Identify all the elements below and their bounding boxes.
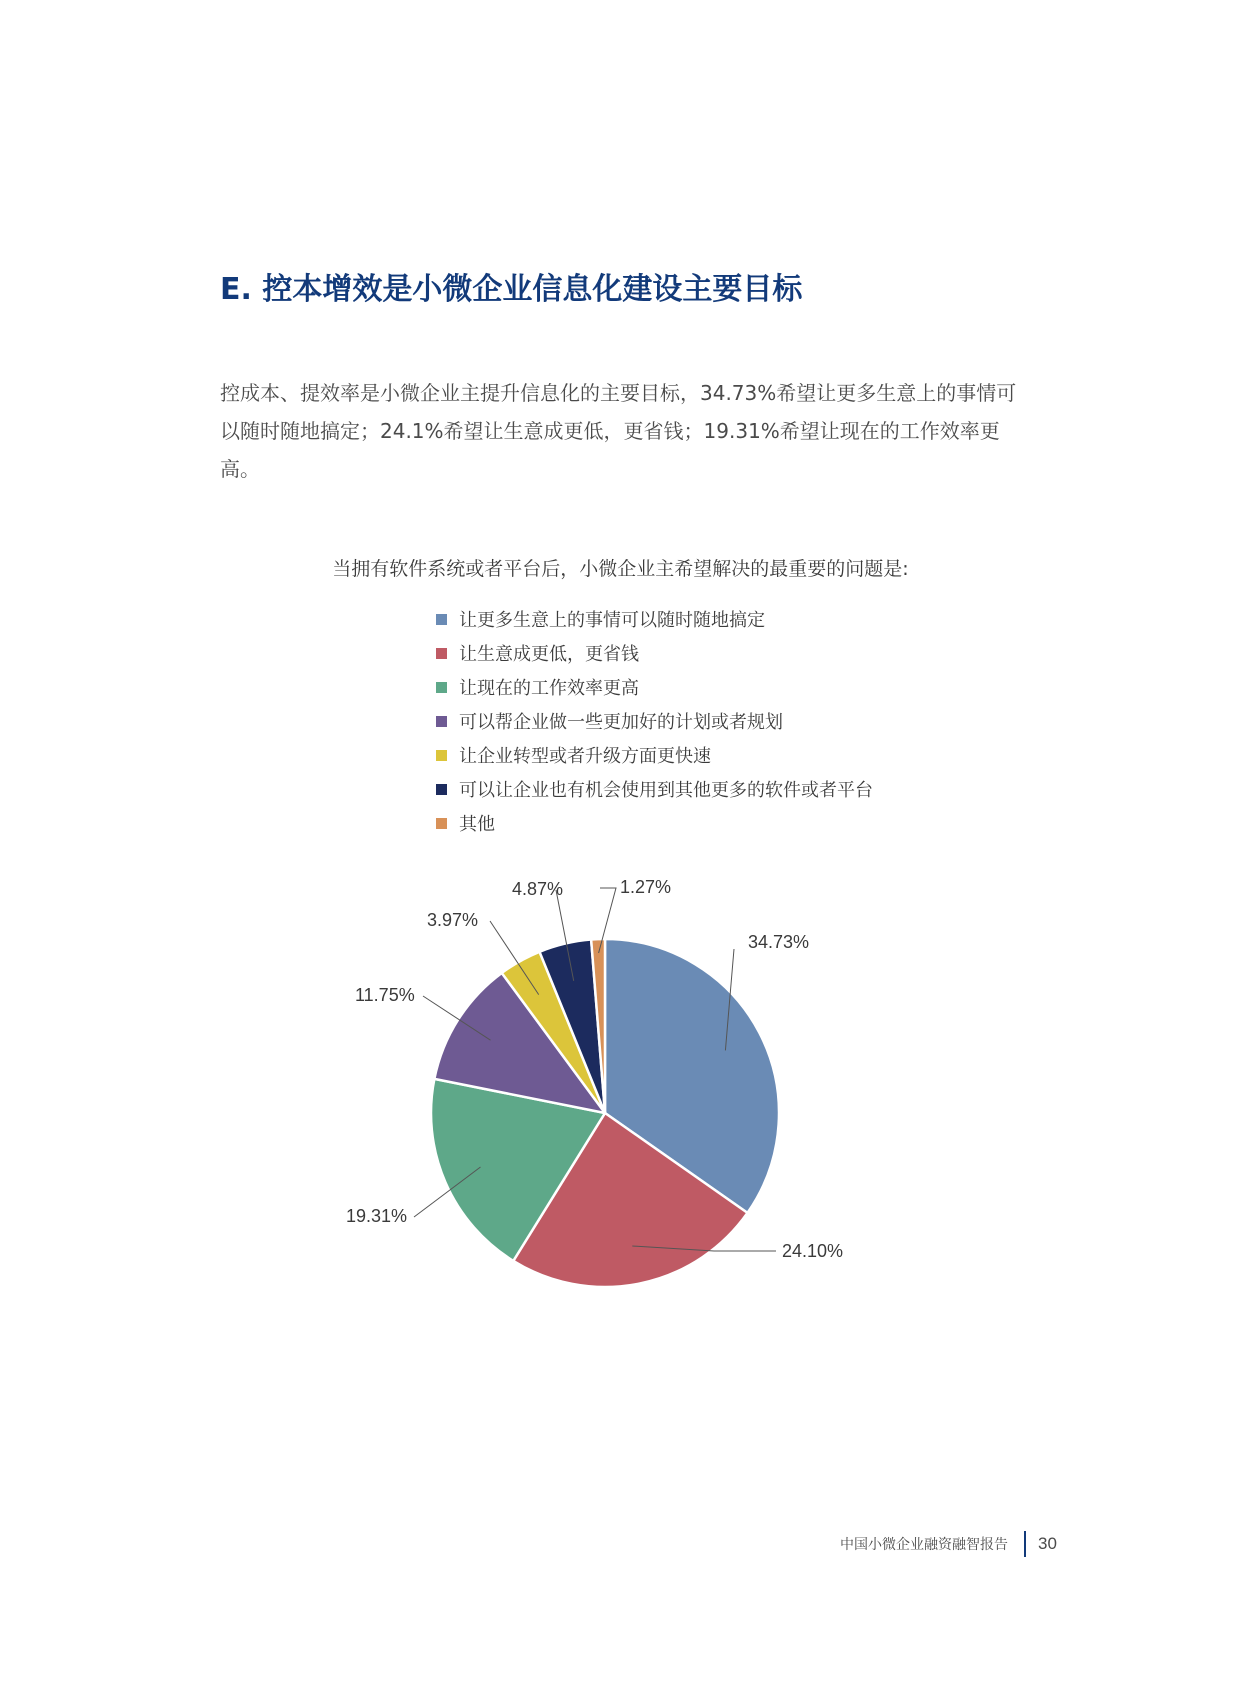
legend-label: 让生意成更低，更省钱 — [459, 644, 639, 665]
footer-page-number: 30 — [1038, 1534, 1057, 1553]
legend-label: 可以让企业也有机会使用到其他更多的软件或者平台 — [459, 780, 873, 801]
data-label: 11.75% — [355, 985, 415, 1005]
legend-label: 让现在的工作效率更高 — [459, 678, 639, 699]
page-footer — [840, 1530, 1057, 1558]
data-label: 1.27% — [620, 877, 672, 897]
data-label: 19.31% — [346, 1206, 408, 1226]
section-heading: E. 控本增效是小微企业信息化建设主要目标 — [220, 272, 803, 307]
data-label: 4.87% — [512, 879, 564, 899]
legend-label: 让企业转型或者升级方面更快速 — [459, 746, 711, 767]
chart-title: 当拥有软件系统或者平台后，小微企业主希望解决的最重要的问题是: — [332, 558, 909, 580]
legend-label: 其他 — [459, 814, 495, 835]
data-label: 24.10% — [782, 1241, 844, 1261]
footer-divider — [1024, 1531, 1026, 1557]
data-label: 3.97% — [427, 910, 479, 930]
legend-label: 让更多生意上的事情可以随时随地搞定 — [459, 610, 765, 631]
data-label: 34.73% — [748, 932, 810, 952]
intro-paragraph: 控成本、提效率是小微企业主提升信息化的主要目标，34.73%希望让更多生意上的事情可以随时随地搞定；24.1%希望让生意成更低，更省钱；19.31%希望让现在的工作效率更高。 — [220, 381, 1017, 481]
pie-slices — [431, 939, 779, 1287]
footer-report-name: 中国小微企业融资融智报告 — [840, 1537, 1008, 1553]
legend-label: 可以帮企业做一些更加好的计划或者规划 — [459, 712, 783, 733]
